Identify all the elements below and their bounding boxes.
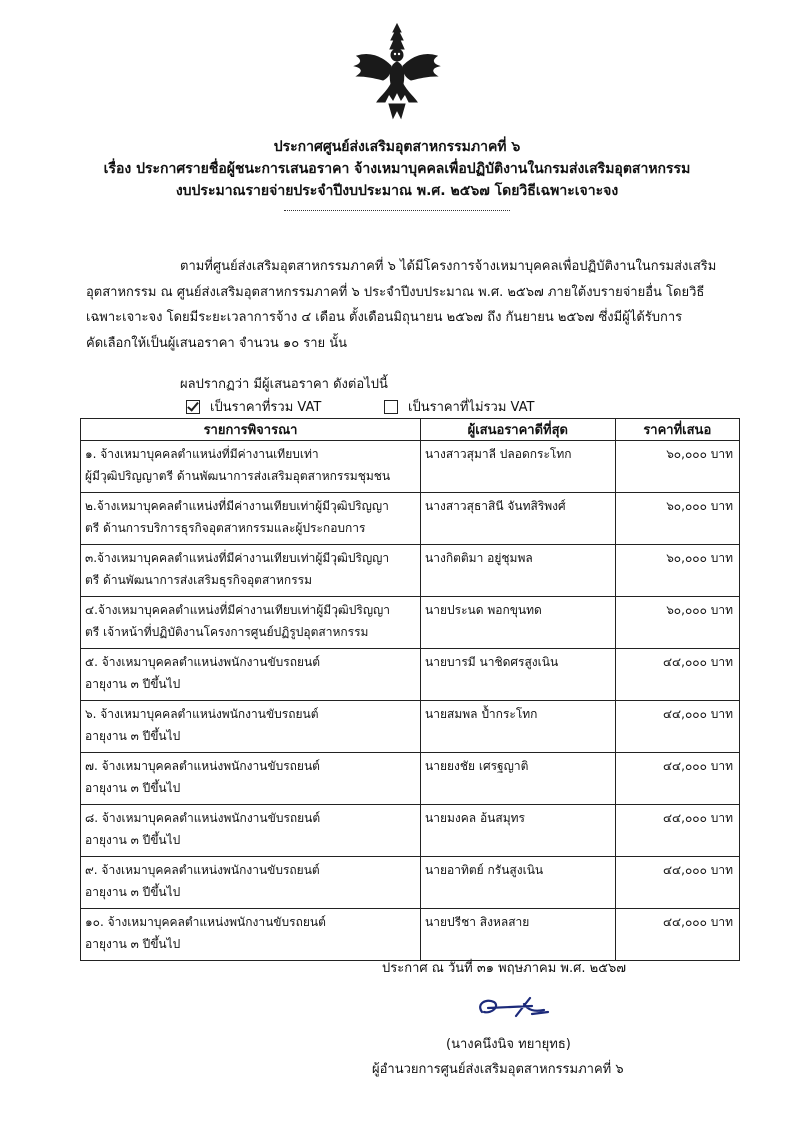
body-line: คัดเลือกให้เป็นผู้เสนอราคา จำนวน ๑๐ ราย นั้น bbox=[86, 335, 348, 351]
vat-excluded-option bbox=[384, 396, 534, 417]
table-row bbox=[81, 597, 740, 649]
bidder-cell: นายประนด พอกขุนทด bbox=[421, 597, 616, 649]
item-line: อายุงาน ๓ ปีขึ้นไป bbox=[85, 677, 181, 691]
vat-included-option bbox=[186, 396, 321, 417]
signer-name: (นางคนึงนิจ ทยายุทธ) bbox=[446, 1037, 571, 1052]
item-cell bbox=[81, 701, 421, 753]
table-row bbox=[81, 545, 740, 597]
table-row bbox=[81, 493, 740, 545]
item-line: ๒.จ้างเหมาบุคคลตำแหน่งที่มีค่างานเทียบเท่าผู้มีวุฒิปริญญา bbox=[85, 499, 389, 513]
bidder-cell: นายมงคล อ้นสมุทร bbox=[421, 805, 616, 857]
table-row bbox=[81, 441, 740, 493]
body-paragraph bbox=[86, 254, 728, 356]
price-cell: ๔๔,๐๐๐ บาท bbox=[615, 649, 739, 701]
body-line: อุตสาหกรรม ณ ศูนย์ส่งเสริมอุตสาหกรรมภาคที่ ๖ ประจำปีงบประมาณ พ.ศ. ๒๕๖๗ ภายใต้งบรายจ่ายอื่น โดยวิธี bbox=[86, 284, 705, 300]
column-header: ผู้เสนอราคาดีที่สุด bbox=[421, 419, 616, 441]
bidder-cell: นายปรีชา สิงหลสาย bbox=[421, 909, 616, 961]
table-row bbox=[81, 857, 740, 909]
vat-excluded-label: เป็นราคาที่ไม่รวม VAT bbox=[408, 400, 535, 415]
bidder-cell: นายสมพล ป้ำกระโทก bbox=[421, 701, 616, 753]
item-cell bbox=[81, 441, 421, 493]
bidder-cell: นางกิตติมา อยู่ชุมพล bbox=[421, 545, 616, 597]
item-line: อายุงาน ๓ ปีขึ้นไป bbox=[85, 833, 181, 847]
column-header: ราคาที่เสนอ bbox=[615, 419, 739, 441]
checked-checkbox-icon bbox=[186, 400, 200, 414]
item-line: ๙. จ้างเหมาบุคคลตำแหน่งพนักงานขับรถยนต์ bbox=[85, 863, 320, 877]
item-cell bbox=[81, 753, 421, 805]
item-cell bbox=[81, 805, 421, 857]
bidder-cell: นายอาทิตย์ กรันสูงเนิน bbox=[421, 857, 616, 909]
item-line: อายุงาน ๓ ปีขึ้นไป bbox=[85, 781, 181, 795]
price-cell: ๔๔,๐๐๐ บาท bbox=[615, 805, 739, 857]
item-line: ๑. จ้างเหมาบุคคลตำแหน่งที่มีค่างานเทียบเท่า bbox=[85, 447, 319, 461]
item-cell bbox=[81, 649, 421, 701]
item-cell bbox=[81, 909, 421, 961]
announcement-title: ประกาศศูนย์ส่งเสริมอุตสาหกรรมภาคที่ ๖ bbox=[273, 139, 521, 155]
price-cell: ๔๔,๐๐๐ บาท bbox=[615, 701, 739, 753]
bidder-cell: นายยงชัย เศรฐญาติ bbox=[421, 753, 616, 805]
announcement-budget-line: งบประมาณรายจ่ายประจำปีงบประมาณ พ.ศ. ๒๕๖๗ โดยวิธีเฉพาะเจาะจง bbox=[175, 183, 619, 199]
item-line: ผู้มีวุฒิปริญญาตรี ด้านพัฒนาการส่งเสริมอุตสาหกรรมชุมชน bbox=[85, 469, 391, 483]
item-line: ๑๐. จ้างเหมาบุคคลตำแหน่งพนักงานขับรถยนต์ bbox=[85, 915, 326, 929]
item-cell bbox=[81, 857, 421, 909]
price-cell: ๖๐,๐๐๐ บาท bbox=[615, 597, 739, 649]
announcement-subject: เรื่อง ประกาศรายชื่อผู้ชนะการเสนอราคา จ้างเหมาบุคคลเพื่อปฏิบัติงานในกรมส่งเสริมอุตสาหกรรม bbox=[103, 161, 691, 177]
garuda-emblem-icon bbox=[351, 22, 443, 122]
body-line: ตามที่ศูนย์ส่งเสริมอุตสาหกรรมภาคที่ ๖ ได้มีโครงการจ้างเหมาบุคคลเพื่อปฏิบัติงานในกรมส่งเสริม bbox=[180, 259, 717, 274]
item-cell bbox=[81, 597, 421, 649]
item-line: ๘. จ้างเหมาบุคคลตำแหน่งพนักงานขับรถยนต์ bbox=[85, 811, 321, 825]
price-cell: ๔๔,๐๐๐ บาท bbox=[615, 857, 739, 909]
price-cell: ๔๔,๐๐๐ บาท bbox=[615, 909, 739, 961]
table-row bbox=[81, 649, 740, 701]
item-line: ๖. จ้างเหมาบุคคลตำแหน่งพนักงานขับรถยนต์ bbox=[85, 707, 319, 721]
bid-results-table bbox=[80, 418, 740, 961]
item-line: ตรี ด้านพัฒนาการส่งเสริมธุรกิจอุตสาหกรรม bbox=[85, 573, 312, 587]
price-cell: ๖๐,๐๐๐ บาท bbox=[615, 493, 739, 545]
item-line: ๗. จ้างเหมาบุคคลตำแหน่งพนักงานขับรถยนต์ bbox=[85, 759, 320, 773]
vat-included-label: เป็นราคาที่รวม VAT bbox=[210, 400, 322, 415]
table-row bbox=[81, 909, 740, 961]
item-line: ๓.จ้างเหมาบุคคลตำแหน่งที่มีค่างานเทียบเท่าผู้มีวุฒิปริญญา bbox=[85, 551, 390, 565]
item-cell bbox=[81, 545, 421, 597]
signer-position: ผู้อำนวยการศูนย์ส่งเสริมอุตสาหกรรมภาคที่ ๖ bbox=[372, 1062, 624, 1077]
table-row bbox=[81, 805, 740, 857]
table-row bbox=[81, 753, 740, 805]
price-cell: ๖๐,๐๐๐ บาท bbox=[615, 441, 739, 493]
price-cell: ๖๐,๐๐๐ บาท bbox=[615, 545, 739, 597]
unchecked-checkbox-icon bbox=[384, 400, 398, 414]
item-line: ตรี เจ้าหน้าที่ปฏิบัติงานโครงการศูนย์ปฏิรูปอุตสาหกรรม bbox=[85, 625, 369, 639]
table-header-row bbox=[81, 419, 740, 441]
item-line: ๕. จ้างเหมาบุคคลตำแหน่งพนักงานขับรถยนต์ bbox=[85, 655, 321, 669]
handwritten-signature bbox=[472, 990, 572, 1026]
bidder-cell: นางสาวสุมาลี ปลอดกระโทก bbox=[421, 441, 616, 493]
body-line: เฉพาะเจาะจง โดยมีระยะเวลาการจ้าง ๔ เดือน ตั้งเดือนมิถุนายน ๒๕๖๗ ถึง กันยายน ๒๕๖๗ ซึ่งมีผู้ได้รับการ bbox=[86, 310, 683, 325]
item-line: ๔.จ้างเหมาบุคคลตำแหน่งที่มีค่างานเทียบเท่าผู้มีวุฒิปริญญา bbox=[85, 603, 391, 617]
item-line: อายุงาน ๓ ปีขึ้นไป bbox=[85, 937, 181, 951]
bidder-cell: นางสาวสุธาสินี จันทสิริพงศ์ bbox=[421, 493, 616, 545]
result-statement: ผลปรากฏว่า มีผู้เสนอราคา ดังต่อไปนี้ bbox=[180, 377, 388, 392]
price-cell: ๔๔,๐๐๐ บาท bbox=[615, 753, 739, 805]
table-row bbox=[81, 701, 740, 753]
item-cell bbox=[81, 493, 421, 545]
divider-dots bbox=[284, 210, 510, 211]
announcement-date: ประกาศ ณ วันที่ ๓๑ พฤษภาคม พ.ศ. ๒๕๖๗ bbox=[382, 961, 627, 976]
column-header: รายการพิจารณา bbox=[81, 419, 421, 441]
item-line: ตรี ด้านการบริการธุรกิจอุตสาหกรรมและผู้ประกอบการ bbox=[85, 521, 366, 535]
item-line: อายุงาน ๓ ปีขึ้นไป bbox=[85, 885, 181, 899]
bidder-cell: นายบารมี นาชิดศรสูงเนิน bbox=[421, 649, 616, 701]
item-line: อายุงาน ๓ ปีขึ้นไป bbox=[85, 729, 181, 743]
